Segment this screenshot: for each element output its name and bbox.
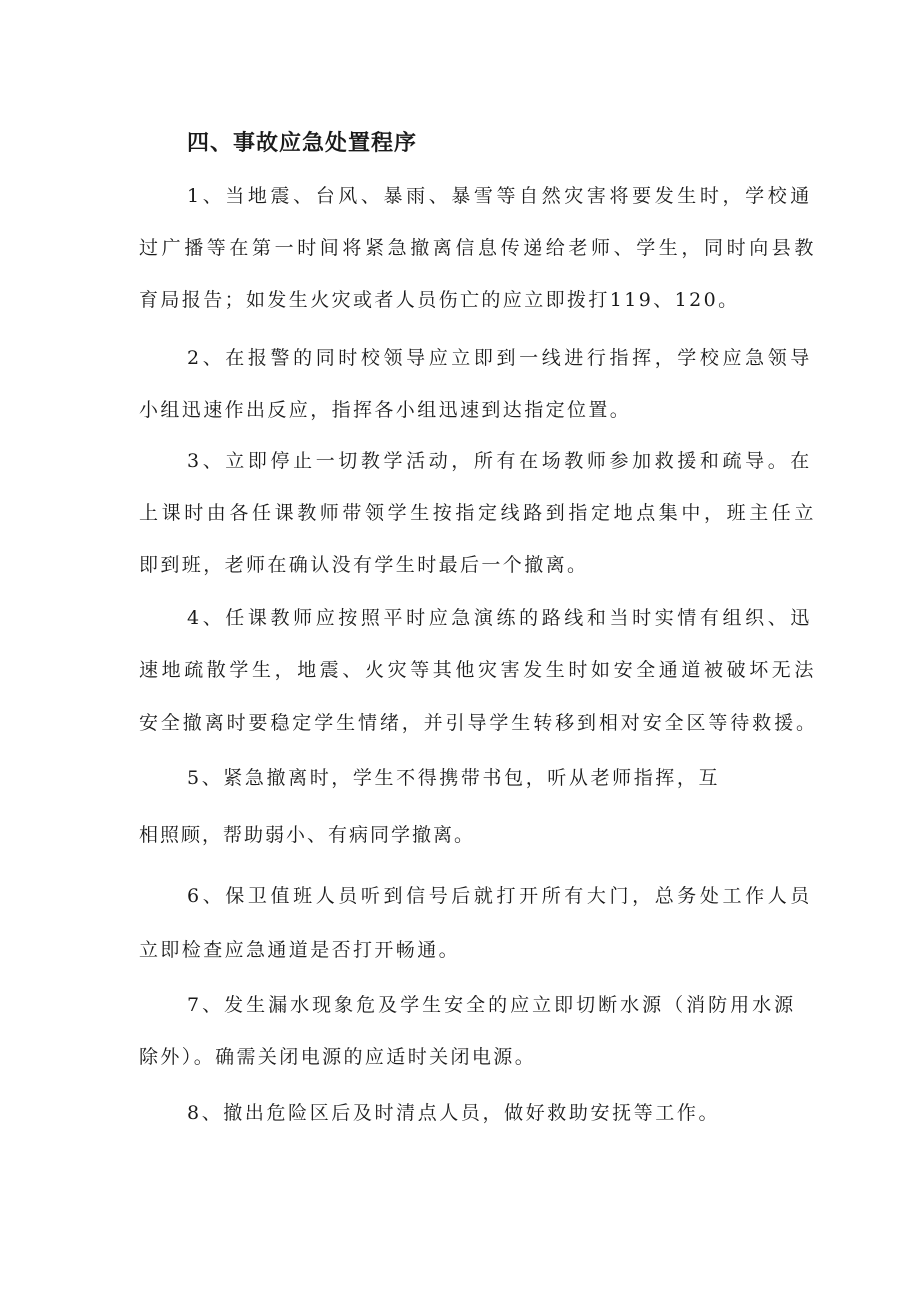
paragraph-6-line-1: 6、保卫值班人员听到信号后就打开所有大门，总务处工作人员 — [187, 885, 813, 907]
paragraph-8-line-1: 8、撤出危险区后及时清点人员，做好救助安抚等工作。 — [187, 1102, 721, 1124]
paragraph-3-line-3: 即到班，老师在确认没有学生时最后一个撤离。 — [139, 554, 589, 576]
paragraph-7-line-2: 除外）。确需关闭电源的应适时关闭电源。 — [139, 1046, 537, 1068]
paragraph-4-line-1: 4、任课教师应按照平时应急演练的路线和当时实情有组织、迅 — [187, 607, 813, 629]
paragraph-1-line-2: 过广播等在第一时间将紧急撤离信息传递给老师、学生，同时向县教 — [139, 237, 818, 259]
paragraph-7-line-1: 7、发生漏水现象危及学生安全的应立即切断水源（消防用水源 — [187, 994, 797, 1016]
paragraph-1-line-1: 1、当地震、台风、暴雨、暴雪等自然灾害将要发生时，学校通 — [187, 185, 813, 207]
paragraph-2-line-2: 小组迅速作出反应，指挥各小组迅速到达指定位置。 — [139, 399, 632, 421]
paragraph-4-line-2: 速地疏散学生，地震、火灾等其他灾害发生时如安全通道被破坏无法 — [139, 659, 818, 681]
paragraph-6-line-2: 立即检查应急通道是否打开畅通。 — [139, 939, 461, 961]
paragraph-3-line-2: 上课时由各任课教师带领学生按指定线路到指定地点集中，班主任立 — [139, 502, 818, 524]
section-heading: 四、事故应急处置程序 — [187, 131, 418, 156]
paragraph-4-line-3: 安全撤离时要稳定学生情绪，并引导学生转移到相对安全区等待救援。 — [139, 712, 818, 734]
paragraph-1-line-3: 育局报告；如发生火灾或者人员伤亡的应立即拨打119、120。 — [139, 289, 740, 311]
paragraph-2-line-1: 2、在报警的同时校领导应立即到一线进行指挥，学校应急领导 — [187, 347, 813, 369]
paragraph-5-line-1: 5、紧急撤离时，学生不得携带书包，听从老师指挥，互 — [187, 767, 721, 789]
paragraph-3-line-1: 3、立即停止一切教学活动，所有在场教师参加救援和疏导。在 — [187, 450, 813, 472]
paragraph-5-line-2: 相照顾，帮助弱小、有病同学撤离。 — [139, 824, 476, 846]
